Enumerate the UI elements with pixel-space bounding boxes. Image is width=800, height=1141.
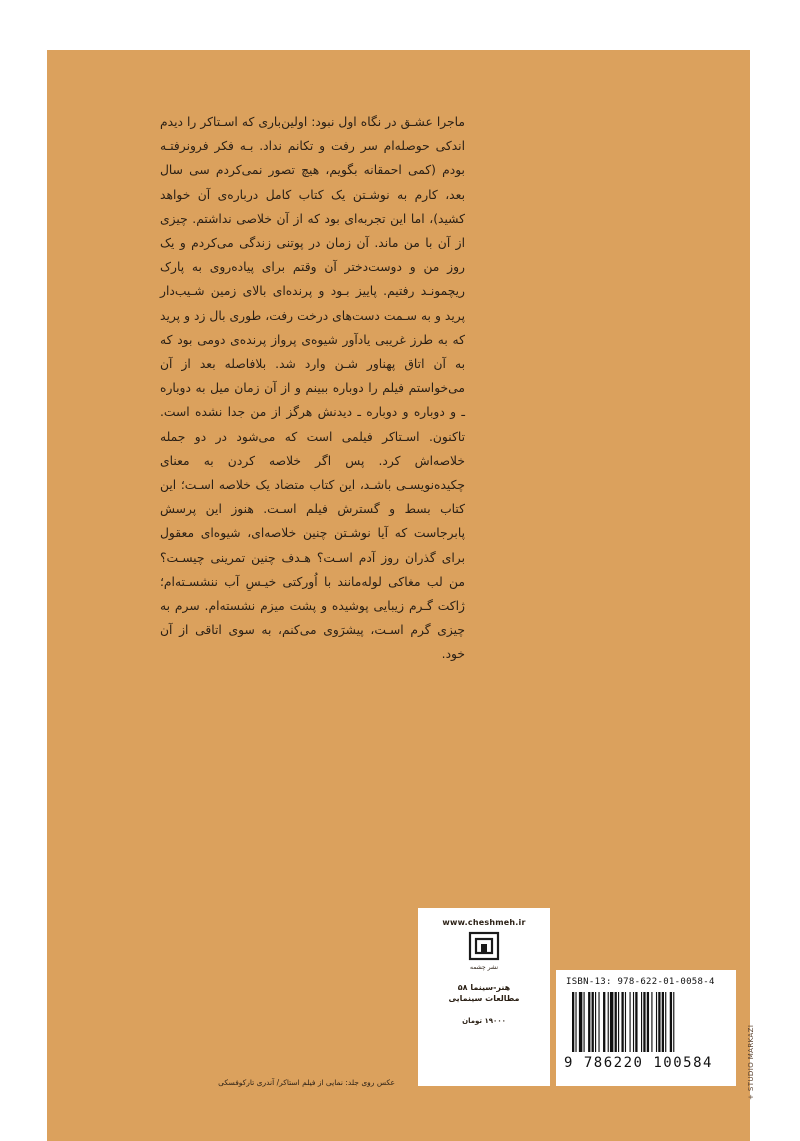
cover-photo-caption: عکس روی جلد: نمایی از فیلم استاکر/ آندری تارکوفسکی [218, 1078, 395, 1087]
price-label: ۱۹۰۰۰ تومان [462, 1017, 506, 1025]
series-line: هنر-سینما ۵۸ [457, 983, 511, 992]
publisher-name: نشر چشمه [470, 964, 498, 971]
blurb-text-block [160, 110, 465, 667]
isbn-text: ISBN-13: 978-622-01-0058-4 [566, 977, 715, 987]
cheshmeh-logo-icon [468, 931, 500, 961]
blurb-paragraph: ماجرا عشـق در نگاه اول نبود: اولین‌باری که اسـتاکر را دیدم اندکی حوصله‌ام سر رفت و تکانم نداد. بـه فکر فرونرفتـه بودم (کمی احمقانه بگویم، هیچ تصور نمی‌کردم سی سال بعد، کارم به نوشـتن یک کتاب کامل درباره‌ی آن خواهد کشید)، اما این تجربه‌ای بود که از آن خلاصی نداشتم. چیزی از آن با من ماند. آن زمان در پوتنی زندگی می‌کردم و یک روز من و دوست‌دختر آن وقتم برای پیاده‌روی به پارک ریچمونـد رفتیم. پاییز بـود و پرنده‌ای بالای زمین شـیب‌دار پرید و به سـمت دست‌های درخت رفت، طوری بال زد و پرید که به طرز غریبی یادآور شیوه‌ی پرواز پرنده‌ی دومی بود که به آن اتاق پهناور شـن وارد شد. بلافاصله بعد از آن می‌خواستم فیلم را دوباره ببینم و از آن زمان میل به دوباره ـ و دوباره و دوباره ـ دیدنش هرگز از من جدا نشده است. تاکنون. اسـتاکر فیلمی است که می‌شود در دو جمله خلاصه‌اش کرد. پس اگر خلاصه کردن به معنای چکیده‌نویسـی باشـد، این کتاب متضاد یک خلاصه اسـت؛ این کتاب بسط و گسترش فیلم اسـت. هنوز این پرسش پابرجاست که آیا نوشـتن چنین خلاصه‌ای، شیوه‌ای معقول برای گذران روز آدم اسـت؟ هـدف چنین تمرینی چیسـت؟ من لب مغاکی لوله‌مانند با اُورکتی خیـسِ آب ننشسـته‌ام؛ ژاکت گـرم زیبایی پوشیده و پشت میزم نشسته‌ام. سرم به چیزی گرم اسـت، پیشرَوی می‌کنم، به سوی اتاقی از آن خود. [160, 115, 465, 662]
barcode-box [556, 970, 736, 1086]
series-info [418, 982, 550, 1004]
barcode-digits: 9 786220 100584 [564, 1055, 713, 1071]
studio-credit: + STUDIO MARKAZI [747, 1024, 755, 1100]
publisher-box [418, 908, 550, 1086]
series-line: مطالعات سینمایی [448, 994, 520, 1003]
barcode-graphic [572, 992, 724, 1052]
publisher-url: www.cheshmeh.ir [442, 918, 526, 927]
